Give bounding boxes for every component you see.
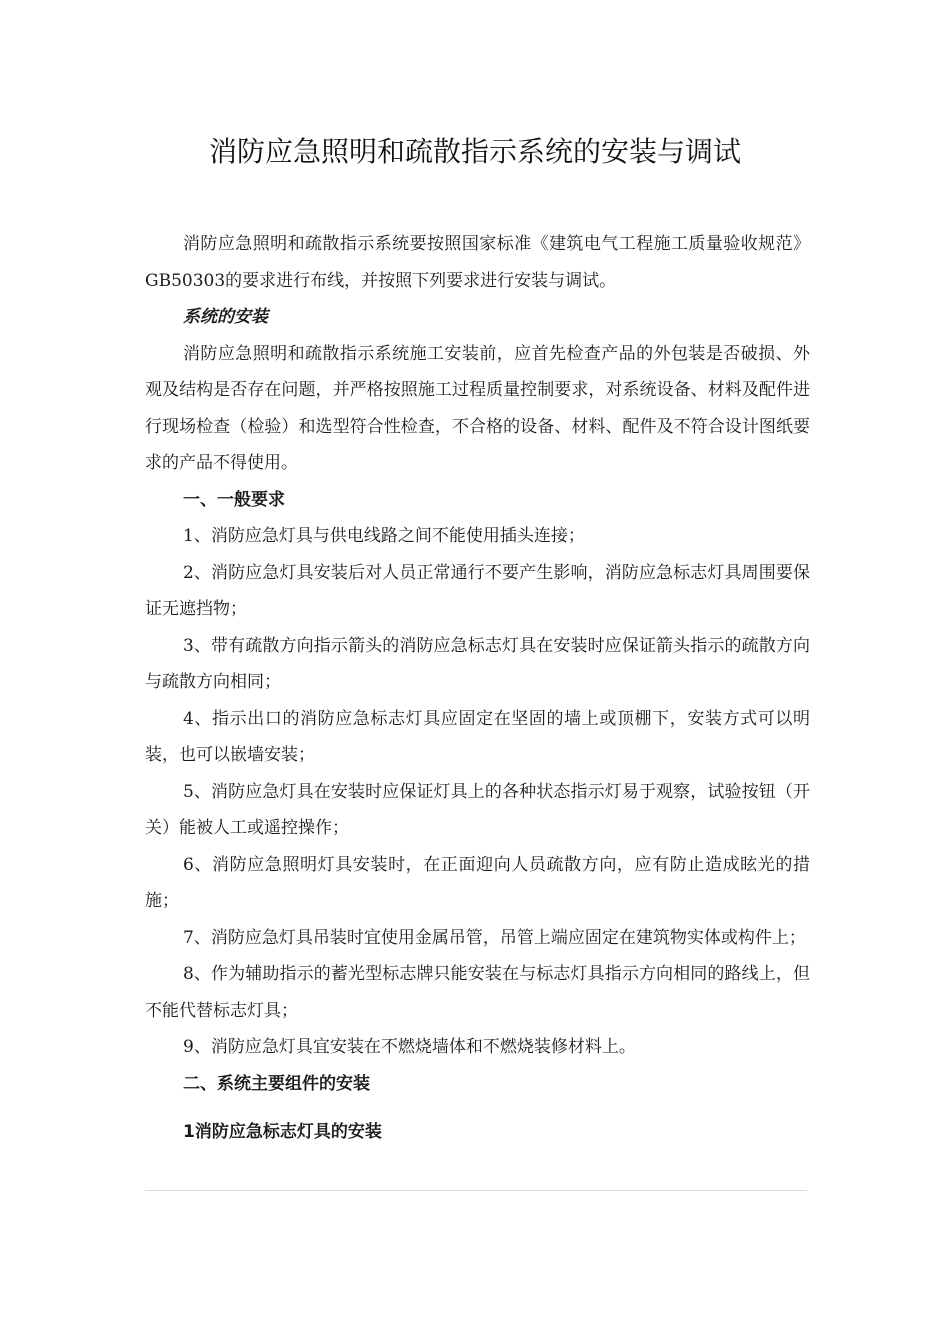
install-paragraph: 消防应急照明和疏散指示系统施工安装前，应首先检查产品的外包装是否破损、外观及结构是否存在问题，并严格按照施工过程质量控制要求，对系统设备、材料及配件进行现场检查（检验）和选型符合性检查，不合格的设备、材料、配件及不符合设计图纸要求的产品不得使用。 <box>145 343 810 473</box>
list-item: 4、指示出口的消防应急标志灯具应固定在坚固的墙上或顶棚下，安装方式可以明装，也可以嵌墙安装； <box>145 708 810 765</box>
document-body <box>145 226 810 1151</box>
divider <box>145 1190 807 1191</box>
list-item: 9、消防应急灯具宜安装在不燃烧墙体和不燃烧装修材料上。 <box>183 1037 636 1057</box>
page-title: 消防应急照明和疏散指示系统的安装与调试 <box>208 135 741 168</box>
list-item: 5、消防应急灯具在安装时应保证灯具上的各种状态指示灯易于观察，试验按钮（开关）能被人工或遥控操作； <box>145 781 810 838</box>
intro-paragraph: 消防应急照明和疏散指示系统要按照国家标准《建筑电气工程施工质量验收规范》GB50303的要求进行布线，并按照下列要求进行安装与调试。 <box>145 234 810 291</box>
list-item: 6、消防应急照明灯具安装时，在正面迎向人员疏散方向，应有防止造成眩光的措施； <box>145 854 810 911</box>
list-item: 8、作为辅助指示的蓄光型标志牌只能安装在与标志灯具指示方向相同的路线上，但不能代替标志灯具； <box>145 964 810 1021</box>
section-heading-components: 二、系统主要组件的安装 <box>183 1073 370 1094</box>
list-item: 2、消防应急灯具安装后对人员正常通行不要产生影响，消防应急标志灯具周围要保证无遮挡物； <box>145 562 810 619</box>
list-item: 7、消防应急灯具吊装时宜使用金属吊管，吊管上端应固定在建筑物实体或构件上； <box>183 927 806 948</box>
subsection-heading: 1消防应急标志灯具的安装 <box>183 1122 382 1142</box>
list-item: 3、带有疏散方向指示箭头的消防应急标志灯具在安装时应保证箭头指示的疏散方向与疏散方向相同； <box>145 635 810 692</box>
section-heading-general: 一、一般要求 <box>183 489 285 510</box>
list-item: 1、消防应急灯具与供电线路之间不能使用插头连接； <box>183 526 585 546</box>
section-heading-install: 系统的安装 <box>183 307 268 327</box>
